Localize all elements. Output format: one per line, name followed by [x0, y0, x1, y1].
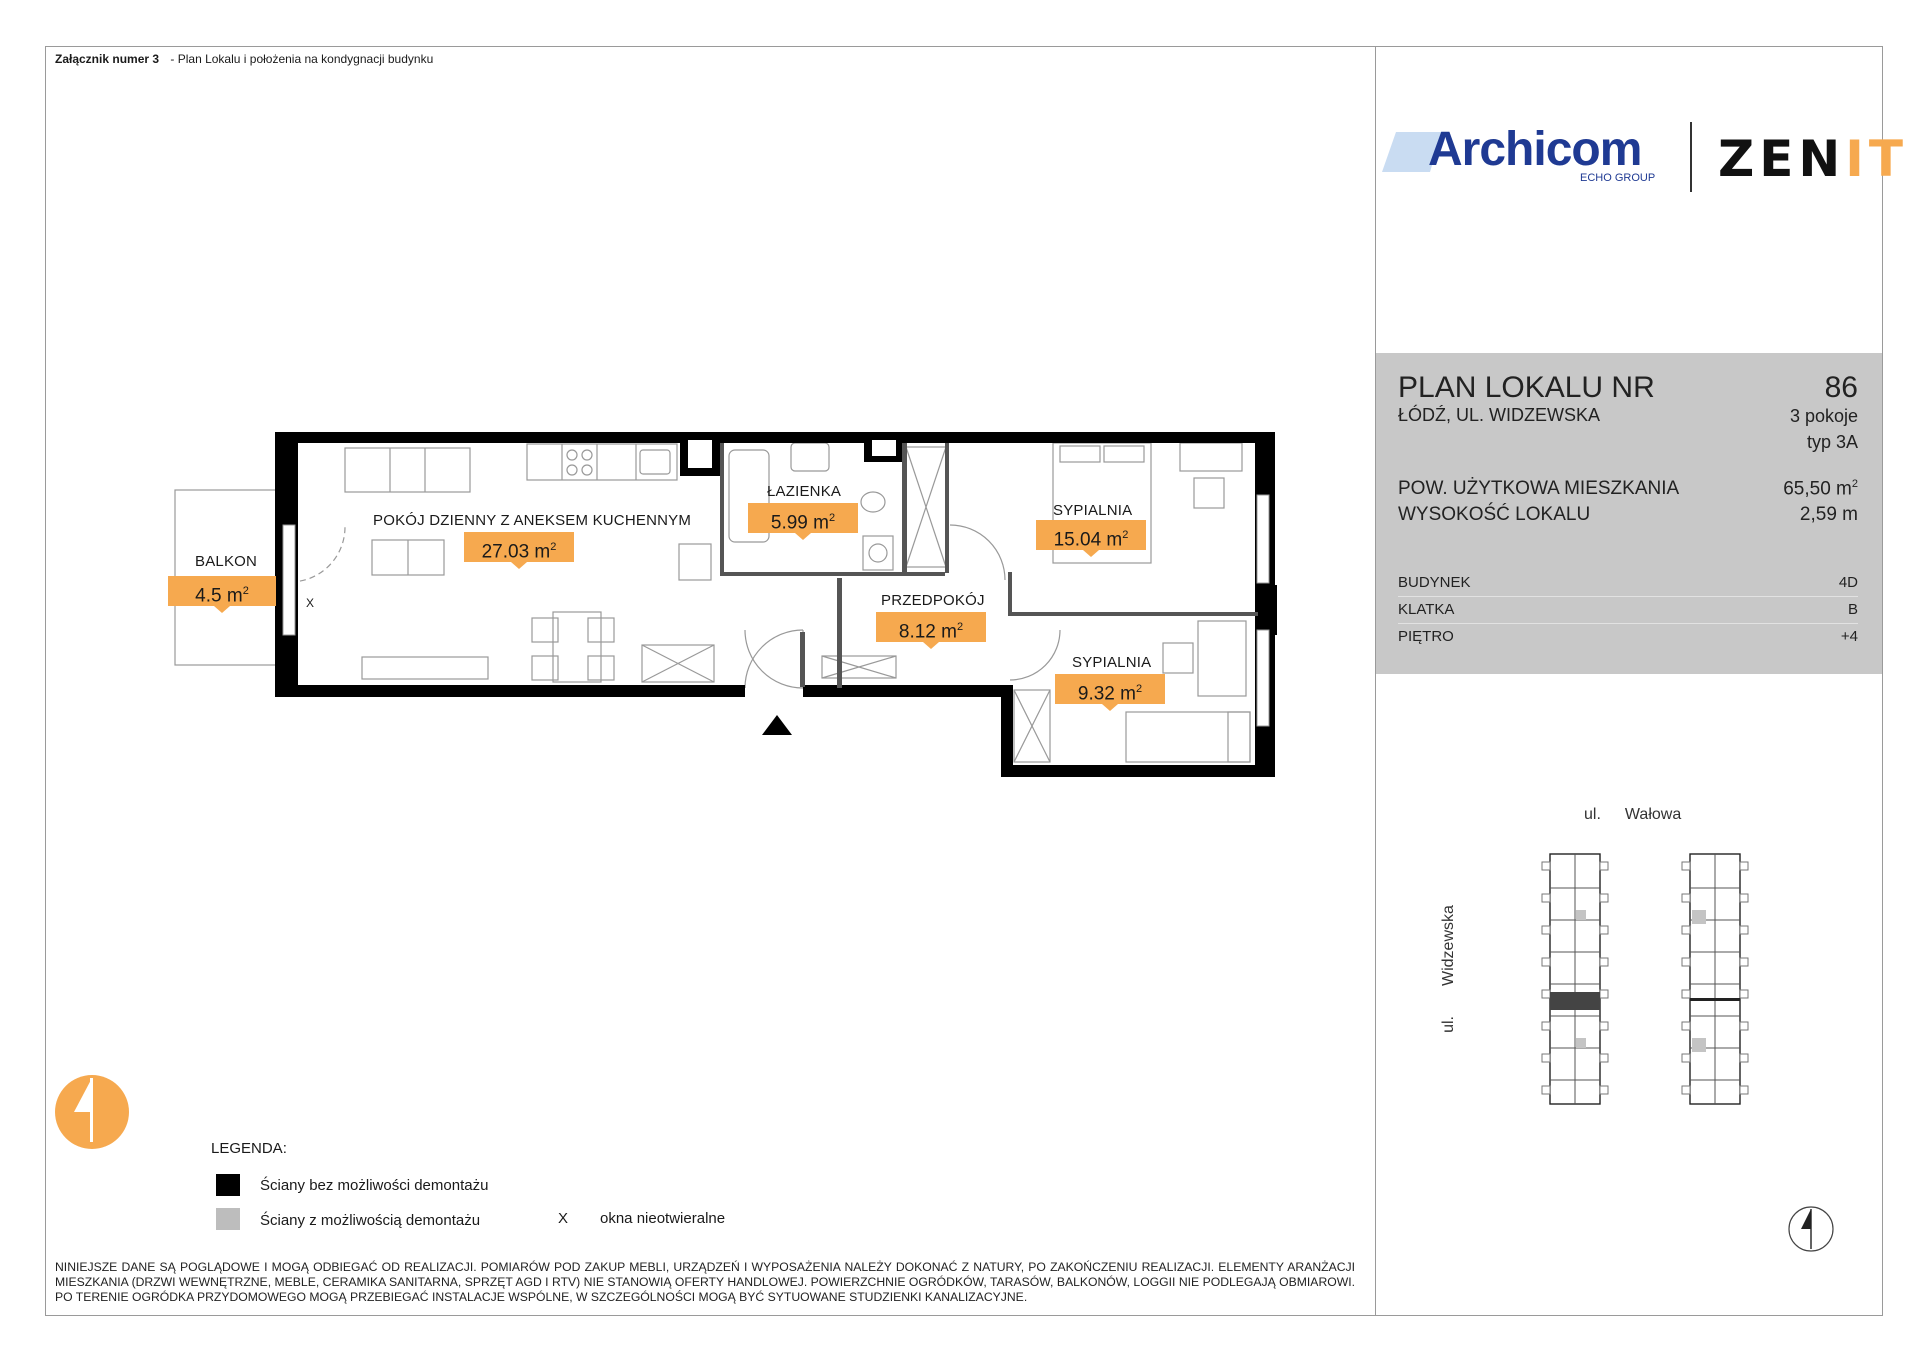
legend-window-symbol: X [558, 1210, 569, 1227]
north-arrow-icon [1787, 1205, 1835, 1253]
washbasin [791, 443, 829, 471]
street-widzewska: ul.Widzewska [1439, 905, 1457, 1033]
desk-1 [1180, 443, 1242, 471]
window-bed1 [1257, 495, 1269, 583]
chair-2 [1163, 643, 1193, 673]
floor-plan [0, 0, 1380, 800]
washing-machine [863, 536, 893, 570]
wall-south-right [1001, 765, 1275, 777]
plan-number: 86 [1824, 371, 1858, 404]
usable-area-value: 65,50 $m^2$ [1783, 478, 1858, 500]
logo-separator [1690, 122, 1692, 192]
wall-south-step [1001, 685, 1013, 777]
disclaimer: NINIEJSZE DANE SĄ POGLĄDOWE I MOGĄ ODBIEGAĆ OD REALIZACJI. POMIARÓW POD ZAKUP MEBLI, URZĄDZEŃ I WYPOSAŻENIA NALEŻY DOKONAĆ Z NATURY, PO ZAKOŃCZENIU REALIZACJI. ELEMENTY ARANŻACJI MIESZKANIA (DRZWI WEWNĘTRZNE, MEBLE, CERAMIKA SANITARNA, SPRZĘT AGD I RTV) NIE STANOWIĄ OFERTY HANDLOWEJ. POWIERZCHNIE OGRÓDKÓW, TARASÓW, BALKONÓW, LOGGII NIE PODLEGAJĄ OBMIAROWI. PO TERENIE OGRÓDKA PRZYDOMOWEGO MOGĄ PRZEBIEGAĆ INSTALACJE WSPÓLNE, W SZCZEGÓLNOŚCI MOGĄ BYĆ SYTUOWANE STUDZIENKI KANALIZACYJNE. [55, 1260, 1355, 1304]
room-area-bedroom-2: 9.32 $m^2$ [1055, 674, 1165, 704]
archicom-logo [1382, 122, 1662, 190]
room-label-bathroom: ŁAZIENKA [767, 483, 842, 500]
legend-swatch-removable [216, 1208, 240, 1230]
partition-1 [720, 443, 724, 576]
fridge [679, 544, 711, 580]
wall-south-mid [803, 685, 1003, 697]
info-panel [1376, 353, 1882, 674]
room-label-bedroom-2: SYPIALNIA [1072, 654, 1152, 671]
plan-type: typ 3A [1806, 432, 1858, 452]
annex-label: Załącznik numer 3 [55, 52, 160, 66]
legend-swatch-fixed [216, 1174, 240, 1196]
height-label: WYSOKOŚĆ LOKALU [1398, 504, 1591, 525]
zenit-logo: ZENIT [1718, 130, 1908, 188]
legend-title: LEGENDA: [211, 1140, 287, 1157]
street-walowa: ul. Wałowa [1584, 806, 1682, 823]
room-label-living: POKÓJ DZIENNY Z ANEKSEM KUCHENNYM [373, 512, 692, 529]
room-label-balcony: BALKON [195, 553, 258, 570]
room-label-bedroom-1: SYPIALNIA [1053, 502, 1133, 519]
room-area-bedroom-1: 15.04 $m^2$ [1036, 520, 1146, 550]
legend-fixed-walls: Ściany bez możliwości demontażu [260, 1177, 489, 1194]
compass-icon [54, 1074, 130, 1150]
building-value: 4D [1838, 574, 1858, 591]
wardrobe-bed2 [1198, 621, 1246, 696]
chair-1 [1194, 478, 1224, 508]
dining-table [553, 612, 601, 682]
plan-rooms: 3 pokoje [1789, 406, 1858, 426]
room-area-balcony: 4.5 $m^2$ [168, 576, 276, 606]
room-area-living: 27.03 $m^2$ [464, 532, 574, 562]
legend-window-text: okna nieotwieralne [600, 1210, 726, 1227]
room-label-hallway: PRZEDPOKÓJ [881, 592, 985, 609]
sofa [345, 448, 470, 492]
height-value: 2,59 m [1799, 504, 1858, 525]
floor-label: PIĘTRO [1398, 628, 1454, 645]
usable-area-label: POW. UŻYTKOWA MIESZKANIA [1398, 478, 1680, 499]
plan-address: ŁÓDŹ, UL. WIDZEWSKA [1398, 405, 1601, 425]
window-bed2 [1257, 630, 1269, 726]
wall-south-left [275, 685, 745, 697]
legend-removable-walls: Ściany z możliwością demontażu [260, 1212, 481, 1229]
key-plan [1530, 848, 1770, 1108]
unit-highlight [1550, 992, 1600, 1010]
plan-title: PLAN LOKALU NR [1398, 371, 1655, 404]
partition-bedrooms [1008, 612, 1258, 616]
archicom-subtitle: ECHO GROUP [1580, 172, 1656, 184]
archicom-wordmark: Archicom [1428, 123, 1642, 176]
toilet [861, 492, 885, 512]
wall-north [275, 432, 1275, 443]
room-area-hallway: 8.12 $m^2$ [876, 612, 986, 642]
stairwell-value: B [1847, 601, 1858, 618]
entrance-marker [762, 715, 792, 735]
bed-2 [1126, 712, 1250, 762]
room-area-bathroom: 5.99 $m^2$ [748, 503, 858, 533]
balcony-window [283, 525, 295, 635]
annex-text: - Plan Lokalu i położenia na kondygnacji budynku [170, 52, 434, 66]
stairwell-label: KLATKA [1398, 601, 1455, 618]
floor-value: +4 [1840, 628, 1858, 645]
window-mark: X [306, 596, 315, 610]
building-label: BUDYNEK [1398, 574, 1471, 591]
tv-unit [362, 657, 488, 679]
